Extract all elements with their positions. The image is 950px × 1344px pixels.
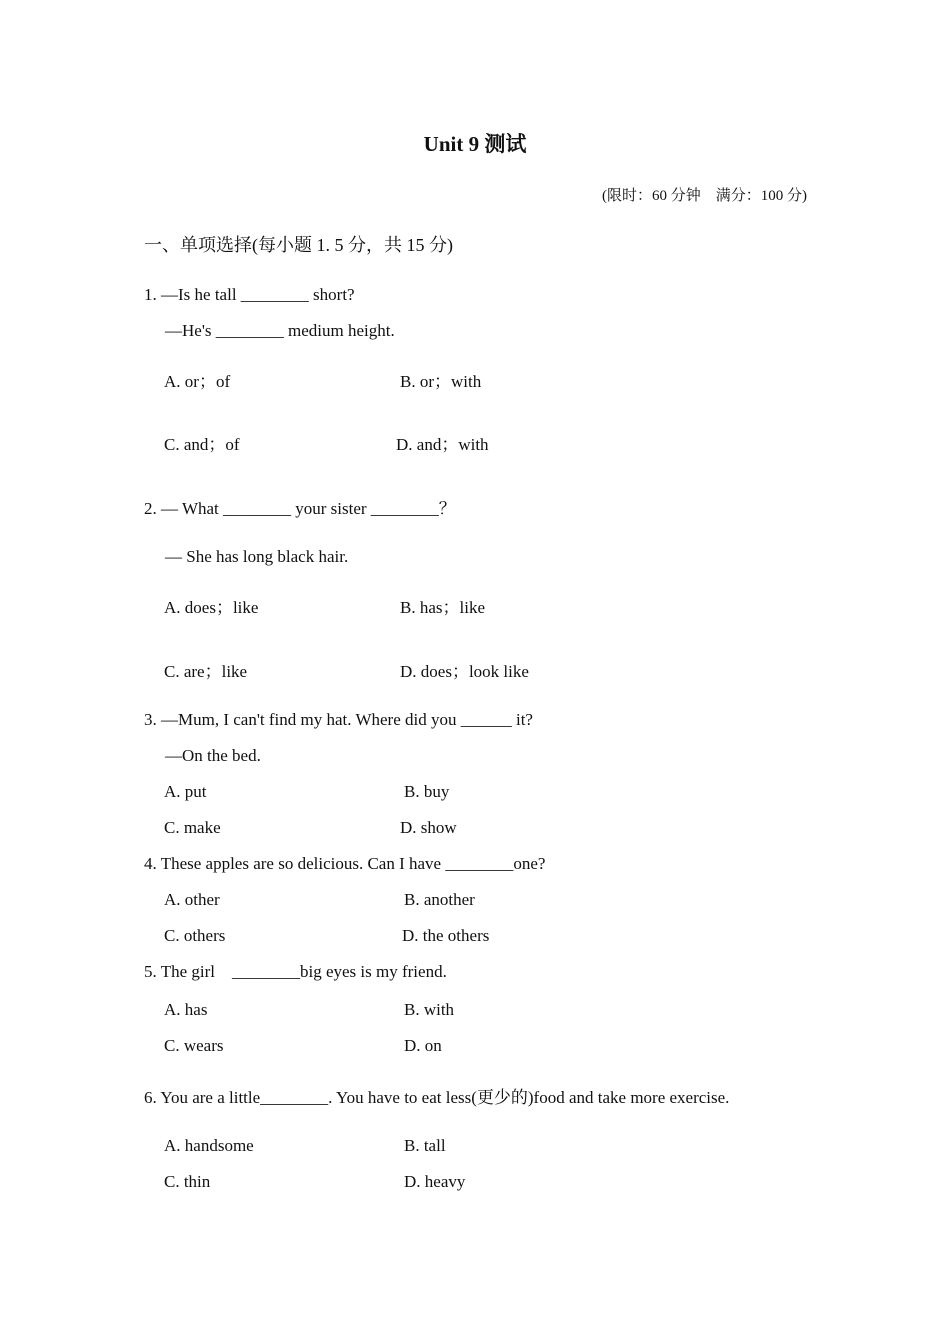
question-4-option-b: B. another (404, 890, 475, 909)
question-5-stem: 5. The girl ________big eyes is my friend. (144, 962, 447, 981)
question-3-stem: 3. —Mum, I can't find my hat. Where did you ______ it? (144, 710, 533, 729)
question-1-stem: 1. —Is he tall ________ short? (144, 285, 355, 304)
question-4-option-d: D. the others (402, 926, 490, 945)
question-4-option-c: C. others (164, 926, 226, 945)
question-1-option-a: A. or；of (164, 372, 231, 391)
question-1-option-c: C. and；of (164, 435, 240, 454)
question-4-option-a: A. other (164, 890, 220, 909)
question-1-reply: —He's ________ medium height. (165, 321, 395, 340)
question-4-stem: 4. These apples are so delicious. Can I have ________one? (144, 854, 546, 873)
question-2-option-b: B. has；like (400, 598, 485, 617)
question-2-reply: — She has long black hair. (165, 547, 349, 566)
question-1-option-b: B. or；with (400, 372, 482, 391)
question-6-option-a: A. handsome (164, 1136, 254, 1155)
question-3-reply: —On the bed. (165, 746, 261, 765)
question-2-option-a: A. does；like (164, 598, 259, 617)
question-1-option-d: D. and；with (396, 435, 489, 454)
question-6-option-b: B. tall (404, 1136, 446, 1155)
time-limit: (限时：60 分钟 满分：100 分) (602, 188, 807, 204)
question-3-option-c: C. make (164, 818, 221, 837)
question-3-option-b: B. buy (404, 782, 450, 801)
page-title: Unit 9 测试 (423, 132, 527, 156)
question-5-option-d: D. on (404, 1036, 442, 1055)
section-heading: 一、单项选择(每小题 1. 5 分，共 15 分) (144, 235, 453, 255)
question-2-option-c: C. are；like (164, 662, 248, 681)
question-6-stem: 6. You are a little________. You have to eat less(更少的)food and take more exercise. (144, 1088, 730, 1107)
question-6-option-d: D. heavy (404, 1172, 466, 1191)
question-2-option-d: D. does；look like (400, 662, 529, 681)
question-2-stem: 2. — What ________ your sister ________？ (144, 499, 456, 518)
question-3-option-d: D. show (400, 818, 457, 837)
question-5-option-a: A. has (164, 1000, 208, 1019)
question-3-option-a: A. put (164, 782, 207, 801)
question-5-option-c: C. wears (164, 1036, 224, 1055)
question-6-option-c: C. thin (164, 1172, 211, 1191)
question-5-option-b: B. with (404, 1000, 455, 1019)
